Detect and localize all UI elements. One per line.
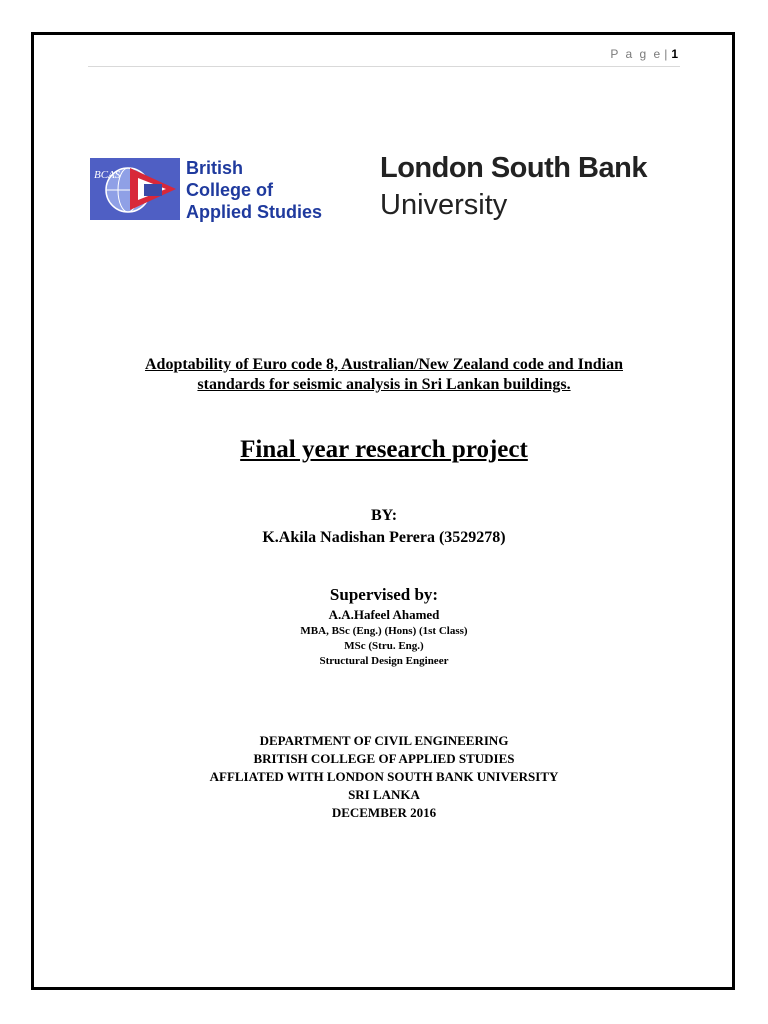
bcas-wordmark <box>186 157 322 223</box>
page-number-value: 1 <box>671 47 678 61</box>
author-block <box>40 505 728 549</box>
document-subtitle: Final year research project <box>240 436 528 463</box>
page-number <box>610 47 678 61</box>
supervisor-quals1: MBA, BSc (Eng.) (Hons) (1st Class) <box>300 625 468 637</box>
supervisor-role: Structural Design Engineer <box>319 655 449 667</box>
dept-line3: AFFLIATED WITH LONDON SOUTH BANK UNIVERSITY <box>209 769 559 784</box>
bcas-emblem-text: BCAS <box>94 169 121 181</box>
by-label: BY: <box>370 507 398 524</box>
bcas-globe-icon <box>90 158 180 220</box>
dept-line1: DEPARTMENT OF CIVIL ENGINEERING <box>259 733 509 748</box>
bcas-logo <box>90 158 348 222</box>
bcas-line2: College of <box>186 180 274 200</box>
document-title <box>40 355 728 395</box>
supervisor-name: A.A.Hafeel Ahamed <box>328 607 440 622</box>
title-line2: standards for seismic analysis in Sri Lankan buildings. <box>197 376 571 393</box>
supervisor-quals2: MSc (Stru. Eng.) <box>344 640 424 652</box>
bcas-line3: Applied Studies <box>186 202 323 222</box>
dept-line2: BRITISH COLLEGE OF APPLIED STUDIES <box>253 751 515 766</box>
dept-line4: SRI LANKA <box>348 787 420 802</box>
page-divider: | <box>664 47 670 61</box>
supervised-label: Supervised by: <box>329 585 439 604</box>
header-rule <box>88 66 680 67</box>
document-date: DECEMBER 2016 <box>331 805 437 820</box>
bcas-line1: British <box>186 158 244 178</box>
title-line1: Adoptability of Euro code 8, Australian/New Zealand code and Indian <box>144 356 623 373</box>
department-block <box>40 732 728 822</box>
bcas-emblem <box>90 158 180 220</box>
lsbu-university: University <box>380 189 508 221</box>
author-name: K.Akila Nadishan Perera (3529278) <box>262 529 506 546</box>
lsbu-logo <box>380 152 664 226</box>
page-label: P a g e <box>610 47 663 61</box>
lsbu-name: London South Bank <box>380 152 647 184</box>
